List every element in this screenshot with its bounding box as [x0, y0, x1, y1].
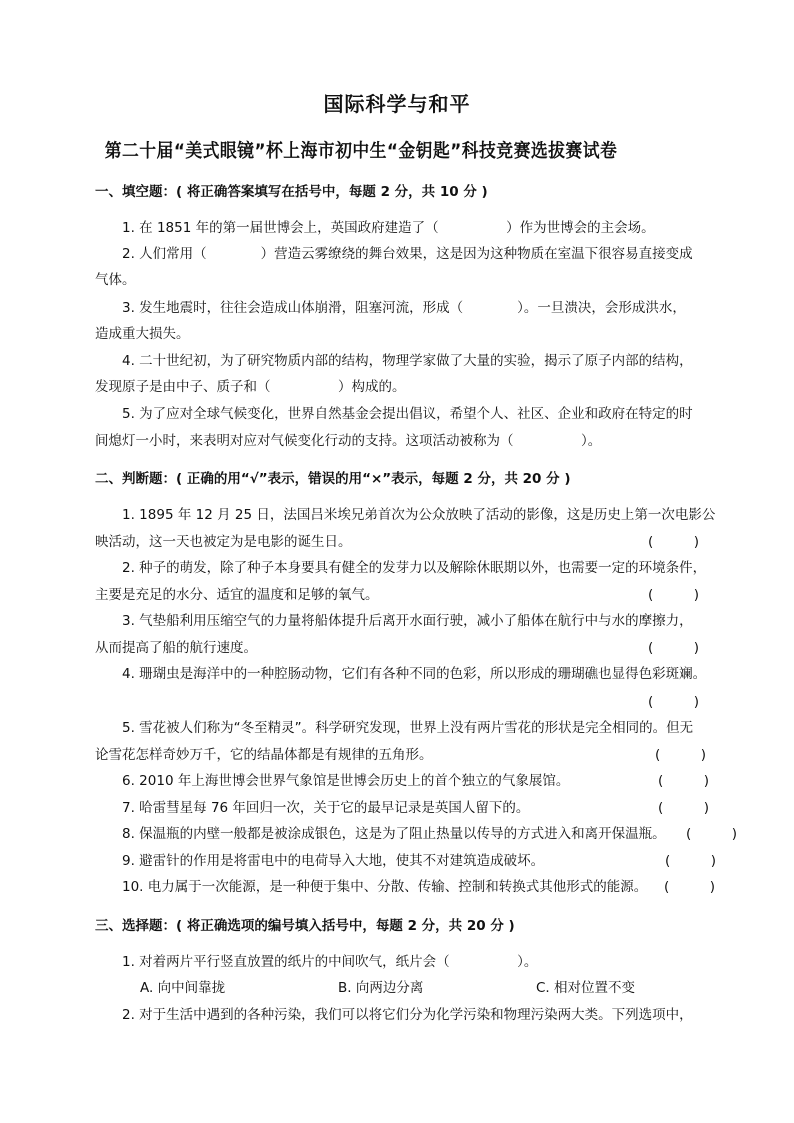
question-line: 3. 气垫船利用压缩空气的力量将船体提升后离开水面行驶，减小了船体在航行中与水的摩擦力，: [122, 613, 693, 629]
question-line: 映活动，这一天也被定为是电影的诞生日。: [95, 534, 352, 550]
answer-paren: ( ): [658, 800, 710, 816]
section-heading-true-false: 二、判断题：( 正确的用“√”表示，错误的用“×”表示，每题 2 分，共 20 分 ): [95, 471, 571, 487]
question-line: 间熄灯一小时，来表明对应对气候变化行动的支持。这项活动被称为（ ）。: [95, 433, 602, 449]
answer-paren: ( ): [648, 640, 700, 656]
answer-paren: ( ): [648, 534, 700, 550]
question-line: 8. 保温瓶的内壁一般都是被涂成银色，这是为了阻止热量以传导的方式进入和离开保温瓶。: [122, 826, 666, 842]
question-line: 4. 二十世纪初，为了研究物质内部的结构，物理学家做了大量的实验，揭示了原子内部的结构，: [122, 353, 693, 369]
answer-paren: ( ): [648, 587, 700, 603]
answer-paren: ( ): [658, 773, 710, 789]
answer-paren: ( ): [664, 879, 716, 895]
question-line: 1. 1895 年 12 月 25 日，法国吕米埃兄弟首次为公众放映了活动的影像，这是历史上第一次电影公: [122, 507, 716, 523]
question-line: 2. 对于生活中遇到的各种污染，我们可以将它们分为化学污染和物理污染两大类。下列选项中，: [122, 1007, 693, 1023]
answer-paren: ( ): [648, 694, 700, 710]
question-line: 5. 为了应对全球气候变化，世界自然基金会提出倡议，希望个人、社区、企业和政府在特定的时: [122, 406, 693, 422]
question-line: 1. 对着两片平行竖直放置的纸片的中间吹气，纸片会（ ）。: [122, 954, 538, 970]
question-line: 10. 电力属于一次能源，是一种便于集中、分散、传输、控制和转换式其他形式的能源。: [122, 879, 648, 895]
question-line: 1. 在 1851 年的第一届世博会上，英国政府建造了（ ）作为世博会的主会场。: [122, 220, 655, 236]
question-line: 气体。: [95, 272, 136, 288]
question-line: 主要是充足的水分、适宜的温度和足够的氧气。: [95, 587, 379, 603]
answer-paren: ( ): [655, 747, 707, 763]
option-b: B. 向两边分离: [338, 980, 424, 996]
question-line: 论雪花怎样奇妙万千，它的结晶体都是有规律的五角形。: [95, 747, 433, 763]
page-title: 国际科学与和平: [323, 92, 471, 116]
question-line: 从而提高了船的航行速度。: [95, 640, 257, 656]
question-line: 7. 哈雷彗星每 76 年回归一次，关于它的最早记录是英国人留下的。: [122, 800, 530, 816]
question-line: 2. 人们常用（ ）营造云雾缭绕的舞台效果，这是因为这种物质在室温下很容易直接变成: [122, 246, 693, 262]
section-heading-multiple-choice: 三、选择题：( 将正确选项的编号填入括号中，每题 2 分，共 20 分 ): [95, 918, 515, 934]
section-heading-fill-blank: 一、填空题：( 将正确答案填写在括号中，每题 2 分，共 10 分 ): [95, 184, 488, 200]
question-line: 6. 2010 年上海世博会世界气象馆是世博会历史上的首个独立的气象展馆。: [122, 773, 570, 789]
question-line: 2. 种子的萌发，除了种子本身要具有健全的发芽力以及解除休眠期以外，也需要一定的环境条件，: [122, 560, 707, 576]
exam-subtitle: 第二十届“美式眼镜”杯上海市初中生“金钥匙”科技竞赛选拔赛试卷: [104, 141, 618, 162]
question-line: 5. 雪花被人们称为“冬至精灵”。科学研究发现，世界上没有两片雪花的形状是完全相同的。但无: [122, 720, 694, 736]
question-line: 发现原子是由中子、质子和（ ）构成的。: [95, 379, 406, 395]
option-c: C. 相对位置不变: [536, 980, 636, 996]
question-line: 4. 珊瑚虫是海洋中的一种腔肠动物，它们有各种不同的色彩，所以形成的珊瑚礁也显得色彩斑斓。: [122, 666, 707, 682]
answer-paren: ( ): [665, 853, 717, 869]
question-line: 3. 发生地震时，往往会造成山体崩滑，阻塞河流，形成（ ）。一旦溃决，会形成洪水，: [122, 300, 686, 316]
option-a: A. 向中间靠拢: [140, 980, 226, 996]
question-line: 9. 避雷针的作用是将雷电中的电荷导入大地，使其不对建筑造成破坏。: [122, 853, 545, 869]
question-line: 造成重大损失。: [95, 326, 190, 342]
answer-paren: ( ): [686, 826, 738, 842]
